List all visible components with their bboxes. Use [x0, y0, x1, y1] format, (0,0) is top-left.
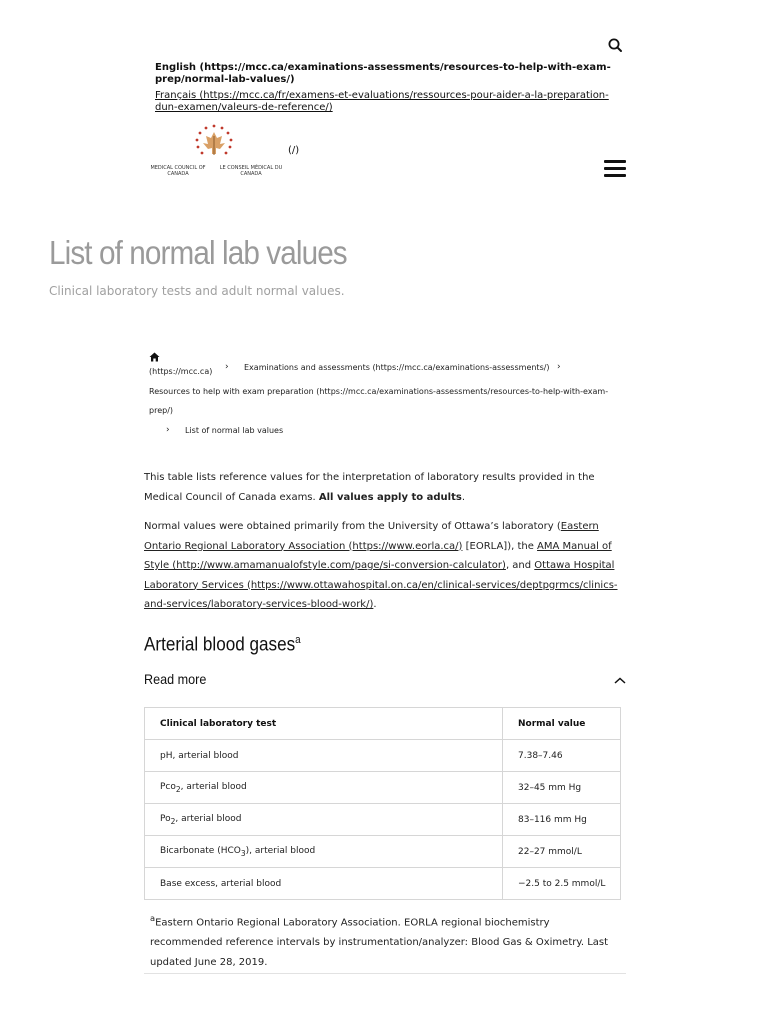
test-name: [145, 836, 503, 868]
breadcrumb-home[interactable]: [149, 352, 160, 362]
section-title: [144, 634, 301, 656]
table-row: [145, 868, 621, 900]
chevron-up-icon: [612, 675, 628, 687]
chevron-right-icon: ›: [166, 425, 170, 435]
breadcrumb-current: List of normal lab values: [185, 426, 284, 435]
divider: [144, 973, 626, 974]
intro-text: This table lists reference values for the interpretation of laboratory results provided in the Medical Council of Canada exams.: [144, 472, 595, 503]
language-link-english[interactable]: English (https://mcc.ca/examinations-assessments/resources-to-help-with-exam-prep/normal-lab-values/): [155, 62, 611, 85]
hamburger-menu-icon: [604, 160, 626, 163]
lab-values-table: [144, 707, 621, 900]
collapse-button[interactable]: [612, 672, 628, 684]
footnote: [150, 908, 622, 973]
search-icon: [606, 36, 626, 56]
test-name-sub: 3: [240, 848, 246, 858]
sources-text: Normal values were obtained primarily from the University of Ottawa’s laboratory (: [144, 521, 561, 532]
test-name-sub: 2: [170, 816, 176, 826]
language-link-french[interactable]: Français (https://mcc.ca/fr/examens-et-evaluations/ressources-pour-aider-a-la-preparation-dun-examen/valeurs-de-reference/): [155, 90, 609, 113]
hamburger-line: [604, 174, 626, 177]
test-name-text: , arterial blood: [180, 781, 247, 792]
breadcrumb-home-link[interactable]: (https://mcc.ca): [149, 367, 213, 376]
normal-value: −2.5 to 2.5 mmol/L: [503, 868, 621, 900]
table-row: [145, 804, 621, 836]
ama-manual-link[interactable]: AMA Manual of Style (http://www.amamanualofstyle.com/page/si-conversion-calculator): [144, 540, 612, 571]
eorla-link[interactable]: Eastern Ontario Regional Laboratory Association (https://www.eorla.ca/): [144, 521, 599, 552]
intro-paragraph: [144, 468, 628, 507]
ottawa-hospital-link[interactable]: Ottawa Hospital Laboratory Services (https://www.ottawahospital.on.ca/en/clinical-services/deptpgrmcs/clinics-and-services/laboratory-services-blood-work/): [144, 560, 618, 610]
breadcrumb-resources[interactable]: Resources to help with exam preparation (https://mcc.ca/examinations-assessments/resources-to-help-with-exam-: [149, 387, 609, 396]
mcc-logo[interactable]: [144, 122, 286, 182]
logo-home-link[interactable]: (/): [288, 145, 300, 156]
normal-value: 32–45 mm Hg: [503, 772, 621, 804]
test-name-text: Bicarbonate (HCO: [160, 845, 241, 856]
column-header-test: Clinical laboratory test: [145, 708, 503, 740]
page-subtitle: Clinical laboratory tests and adult normal values.: [49, 284, 345, 298]
breadcrumb-resources-cont[interactable]: prep/): [149, 406, 174, 415]
table-row: [145, 772, 621, 804]
normal-value: 7.38–7.46: [503, 740, 621, 772]
test-name: Base excess, arterial blood: [145, 868, 503, 900]
section-title-text: Arterial blood gases: [144, 634, 296, 656]
test-name-text: , arterial blood: [175, 813, 242, 824]
search-button[interactable]: [606, 36, 626, 56]
normal-value: 22–27 mmol/L: [503, 836, 621, 868]
chevron-right-icon: ›: [557, 362, 561, 372]
column-header-value: Normal value: [503, 708, 621, 740]
chevron-right-icon: ›: [225, 362, 229, 372]
test-name-text: Po: [160, 813, 171, 824]
page-title: List of normal lab values: [49, 234, 347, 271]
main-menu-button[interactable]: [604, 160, 626, 178]
test-name-text: ), arterial blood: [245, 845, 316, 856]
logo-text-en: MEDICAL COUNCIL OF CANADA: [150, 165, 206, 177]
sources-paragraph: [144, 517, 628, 615]
breadcrumb-examinations[interactable]: Examinations and assessments (https://mcc.ca/examinations-assessments/): [244, 363, 550, 372]
normal-value: 83–116 mm Hg: [503, 804, 621, 836]
sources-text: , and: [505, 560, 535, 571]
test-name-sub: 2: [175, 784, 181, 794]
read-more-toggle[interactable]: Read more: [144, 671, 207, 687]
logo-text-fr: LE CONSEIL MÉDICAL DU CANADA: [219, 165, 283, 177]
home-icon: [149, 352, 160, 362]
test-name: pH, arterial blood: [145, 740, 503, 772]
table-row: [145, 740, 621, 772]
test-name-text: Pco: [160, 781, 176, 792]
test-name: [145, 772, 503, 804]
table-row: [145, 836, 621, 868]
intro-end: .: [461, 491, 465, 503]
section-title-sup: a: [295, 634, 301, 646]
sources-text: .: [373, 599, 377, 610]
table-header-row: [145, 708, 621, 740]
intro-bold: All values apply to adults: [318, 491, 462, 503]
sources-text: [EORLA]), the: [462, 540, 538, 552]
footnote-marker: a: [150, 913, 156, 923]
hamburger-line: [604, 167, 626, 170]
footnote-text: Eastern Ontario Regional Laboratory Association. EORLA regional biochemistry recommended reference intervals by instrumentation/analyzer: Blood Gas & Oximetry. Last updated June 28, 2019.: [150, 917, 609, 969]
test-name: [145, 804, 503, 836]
